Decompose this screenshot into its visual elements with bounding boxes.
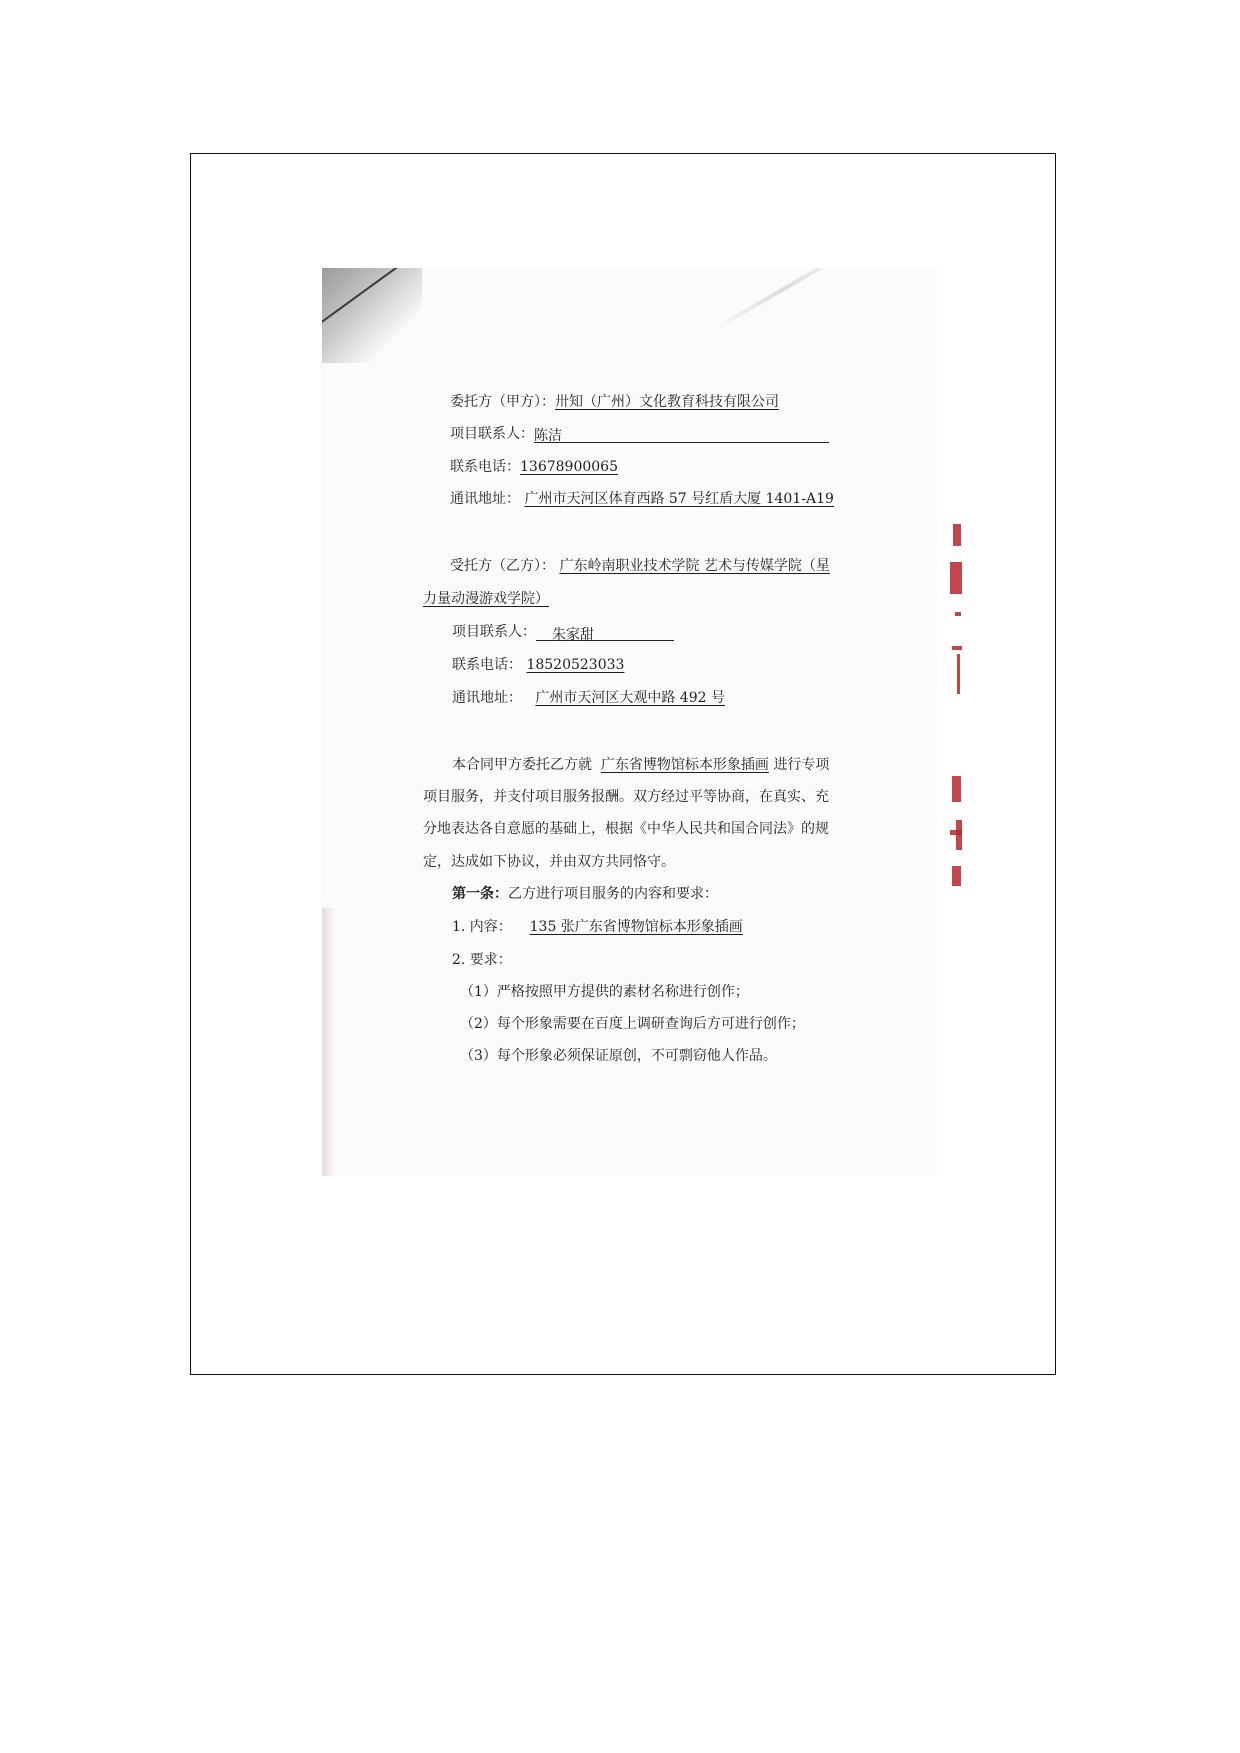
party-a-phone: 13678900065 [520,459,618,475]
party-a-contact-label: 项目联系人： [450,426,534,442]
party-b-phone-line [452,656,624,674]
article1-content-line [452,918,743,936]
intro-project: 广东省博物馆标本形象插画 [600,757,769,773]
req-item-2: （2）每个形象需要在百度上调研查询后方可进行创作； [460,1016,805,1032]
party-a-address: 广州市天河区体育西路 57 号红盾大厦 1401-A19 [524,491,834,507]
corner-shadow [322,268,422,363]
party-b-contact-line [452,623,674,641]
req-item-3: （3）每个形象必须保证原创，不可剽窃他人作品。 [460,1048,777,1064]
party-b-phone-label: 联系电话： [452,657,522,673]
left-edge-tint [322,908,336,1176]
party-a-phone-line [450,458,618,476]
party-b-address-line [452,689,725,707]
req-item-1: （1）严格按照甲方提供的素材名称进行创作； [460,984,749,1000]
article1-heading [452,885,718,903]
article1-content: 135 张广东省博物馆标本形象插画 [529,919,743,935]
party-a-phone-label: 联系电话： [450,459,520,475]
party-b-address-label: 通讯地址： [452,690,522,706]
party-a-contact-field [534,427,829,443]
party-b-name-line1: 广东岭南职业技术学院 艺术与传媒学院（星 [559,558,830,574]
article1-req-label: 2. 要求： [452,952,512,968]
party-b-label: 受托方（乙方）： [450,558,555,574]
intro-post: 进行专项 [773,757,830,773]
party-b-phone: 18520523033 [526,657,625,673]
party-b-address: 广州市天河区大观中路 492 号 [535,690,725,706]
party-b-contact-label: 项目联系人： [452,624,536,640]
intro-line-3: 分地表达各自意愿的基础上，根据《中华人民共和国合同法》的规 [423,821,829,837]
party-b-name-line2: 力量动漫游戏学院） [423,591,549,607]
party-b-line-2 [423,590,549,608]
intro-line-2: 项目服务，并支付项目服务报酬。双方经过平等协商，在真实、充 [423,789,829,805]
article1-content-label: 1. 内容： [452,919,512,935]
party-a-contact: 陈洁 [534,428,562,444]
intro-line-1 [452,756,829,774]
party-b-contact-field [536,626,674,641]
party-a-address-line [450,490,834,508]
intro-pre: 本合同甲方委托乙方就 [452,757,592,773]
party-b-contact: 朱家甜 [552,627,594,643]
party-a-line [450,393,779,411]
party-b-line [450,557,830,575]
party-a-address-label: 通讯地址： [450,491,520,507]
party-a-name: 卅知（广州）文化教育科技有限公司 [555,394,779,410]
glare-streak [712,268,853,332]
article1-title: 第一条： [452,886,508,902]
article1-title-rest: 乙方进行项目服务的内容和要求： [508,886,718,902]
party-a-label: 委托方（甲方）： [450,394,555,410]
party-a-contact-line [450,425,829,443]
intro-line-4: 定，达成如下协议，并由双方共同恪守。 [423,854,675,870]
